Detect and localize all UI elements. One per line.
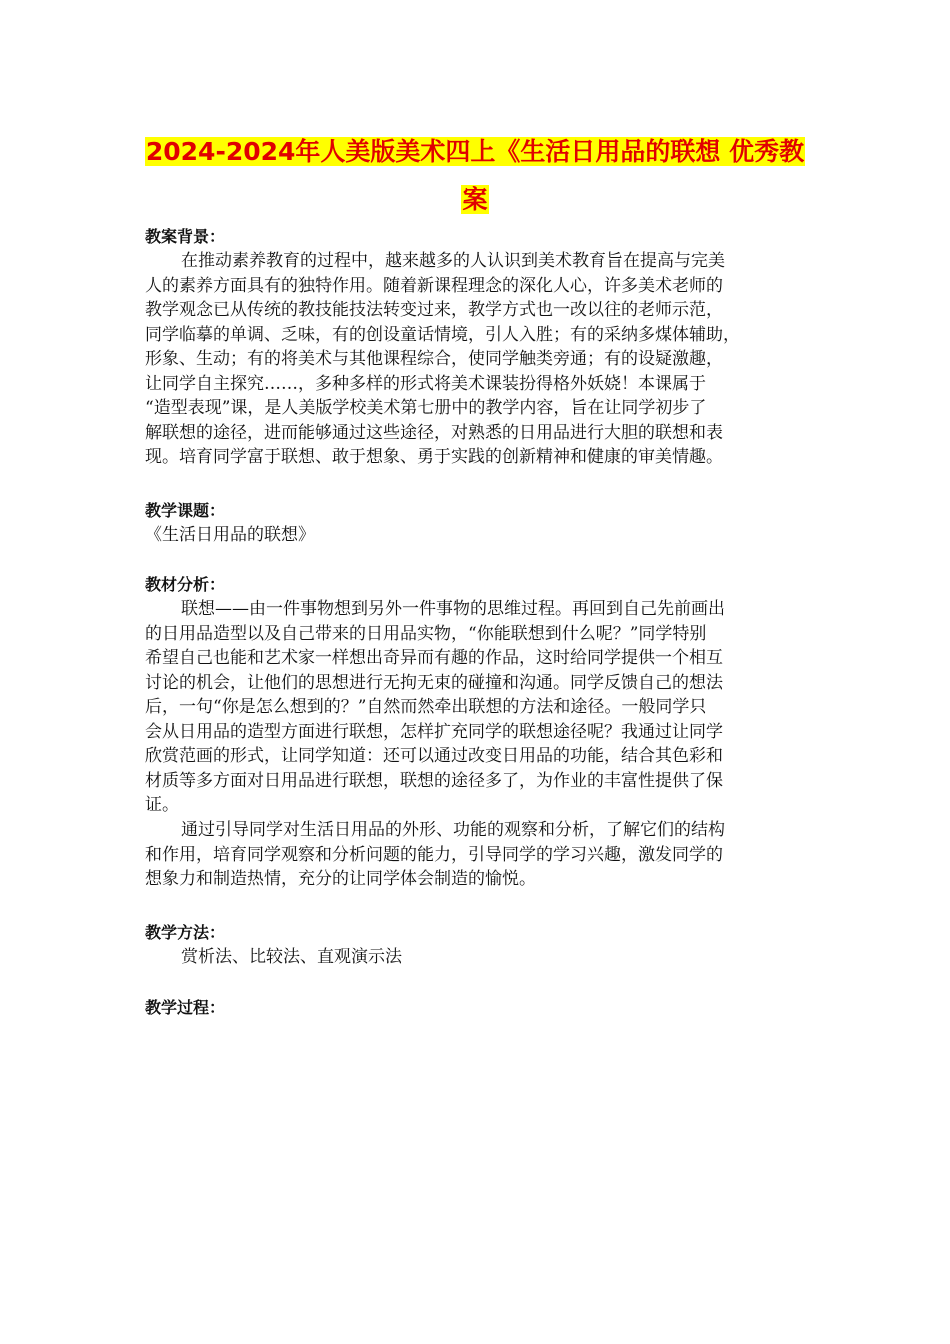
- background-line: 现。培育同学富于联想、敢于想象、勇于实践的创新精神和健康的审美情趣。: [145, 447, 723, 467]
- analysis-line: 材质等多方面对日用品进行联想，联想的途径多了，为作业的丰富性提供了保: [145, 770, 723, 791]
- analysis-line: 后，一句“你是怎么想到的？”自然而然牵出联想的方法和途径。一般同学只: [145, 697, 707, 717]
- analysis-line: 和作用，培育同学观察和分析问题的能力，引导同学的学习兴趣，激发同学的: [145, 844, 723, 865]
- process-heading: 教学过程：: [145, 998, 226, 1017]
- background-line: 同学临摹的单调、乏味，有的创设童话情境，引人入胜；有的采纳多煤体辅助，: [145, 324, 740, 345]
- background-line: 在推动素养教育的过程中，越来越多的人认识到美术教育旨在提高与完美: [181, 251, 725, 271]
- topic-title-text: 《生活日用品的联想》: [145, 525, 315, 545]
- background-paragraph: [145, 249, 820, 470]
- background-line: 形象、生动；有的将美术与其他课程综合，使同学触类旁通；有的设疑激趣，: [145, 349, 723, 369]
- method-list-text: 赏析法、比较法、直观演示法: [181, 947, 402, 967]
- background-line: 让同学自主探究……，多种多样的形式将美术课装扮得格外妖娆！本课属于: [145, 373, 706, 394]
- background-line: 教学观念已从传统的教技能技法转变过来，教学方式也一改以往的老师示范，: [145, 300, 723, 320]
- analysis-paragraph-2: [145, 818, 820, 892]
- analysis-line: 的日用品造型以及自己带来的日用品实物，“你能联想到什么呢？”同学特别: [145, 623, 707, 644]
- analysis-line: 想象力和制造热情，充分的让同学体会制造的愉悦。: [145, 869, 536, 889]
- analysis-line: 证。: [145, 795, 179, 815]
- analysis-line: 讨论的机会，让他们的思想进行无拘无束的碰撞和沟通。同学反馈自己的想法: [145, 672, 723, 693]
- method-heading: 教学方法：: [145, 923, 226, 942]
- analysis-line: 会从日用品的造型方面进行联想，怎样扩充同学的联想途径呢？我通过让同学: [145, 721, 723, 742]
- analysis-line: 欣赏范画的形式，让同学知道：还可以通过改变日用品的功能，结合其色彩和: [145, 746, 723, 766]
- analysis-line: 希望自己也能和艺术家一样想出奇异而有趣的作品，这时给同学提供一个相互: [145, 648, 723, 668]
- analysis-line: 联想——由一件事物想到另外一件事物的思维过程。再回到自己先前画出: [181, 599, 725, 619]
- document-title-line1: 2024-2024年人美版美术四上《生活日用品的联想 优秀教: [145, 137, 805, 166]
- document-title-line2: 案: [462, 185, 488, 214]
- background-heading: 教案背景：: [145, 227, 226, 246]
- background-line: “造型表现”课，是人美版学校美术第七册中的教学内容，旨在让同学初步了: [145, 398, 707, 418]
- topic-heading: 教学课题：: [145, 501, 226, 520]
- method-text: [145, 945, 820, 970]
- analysis-heading: 教材分析：: [145, 575, 226, 594]
- topic-text: [145, 523, 820, 548]
- background-line: 人的素养方面具有的独特作用。随着新课程理念的深化人心，许多美术老师的: [145, 275, 723, 296]
- analysis-paragraph-1: [145, 597, 820, 818]
- analysis-line: 通过引导同学对生活日用品的外形、功能的观察和分析，了解它们的结构: [181, 820, 725, 840]
- background-line: 解联想的途径，进而能够通过这些途径，对熟悉的日用品进行大胆的联想和表: [145, 422, 723, 443]
